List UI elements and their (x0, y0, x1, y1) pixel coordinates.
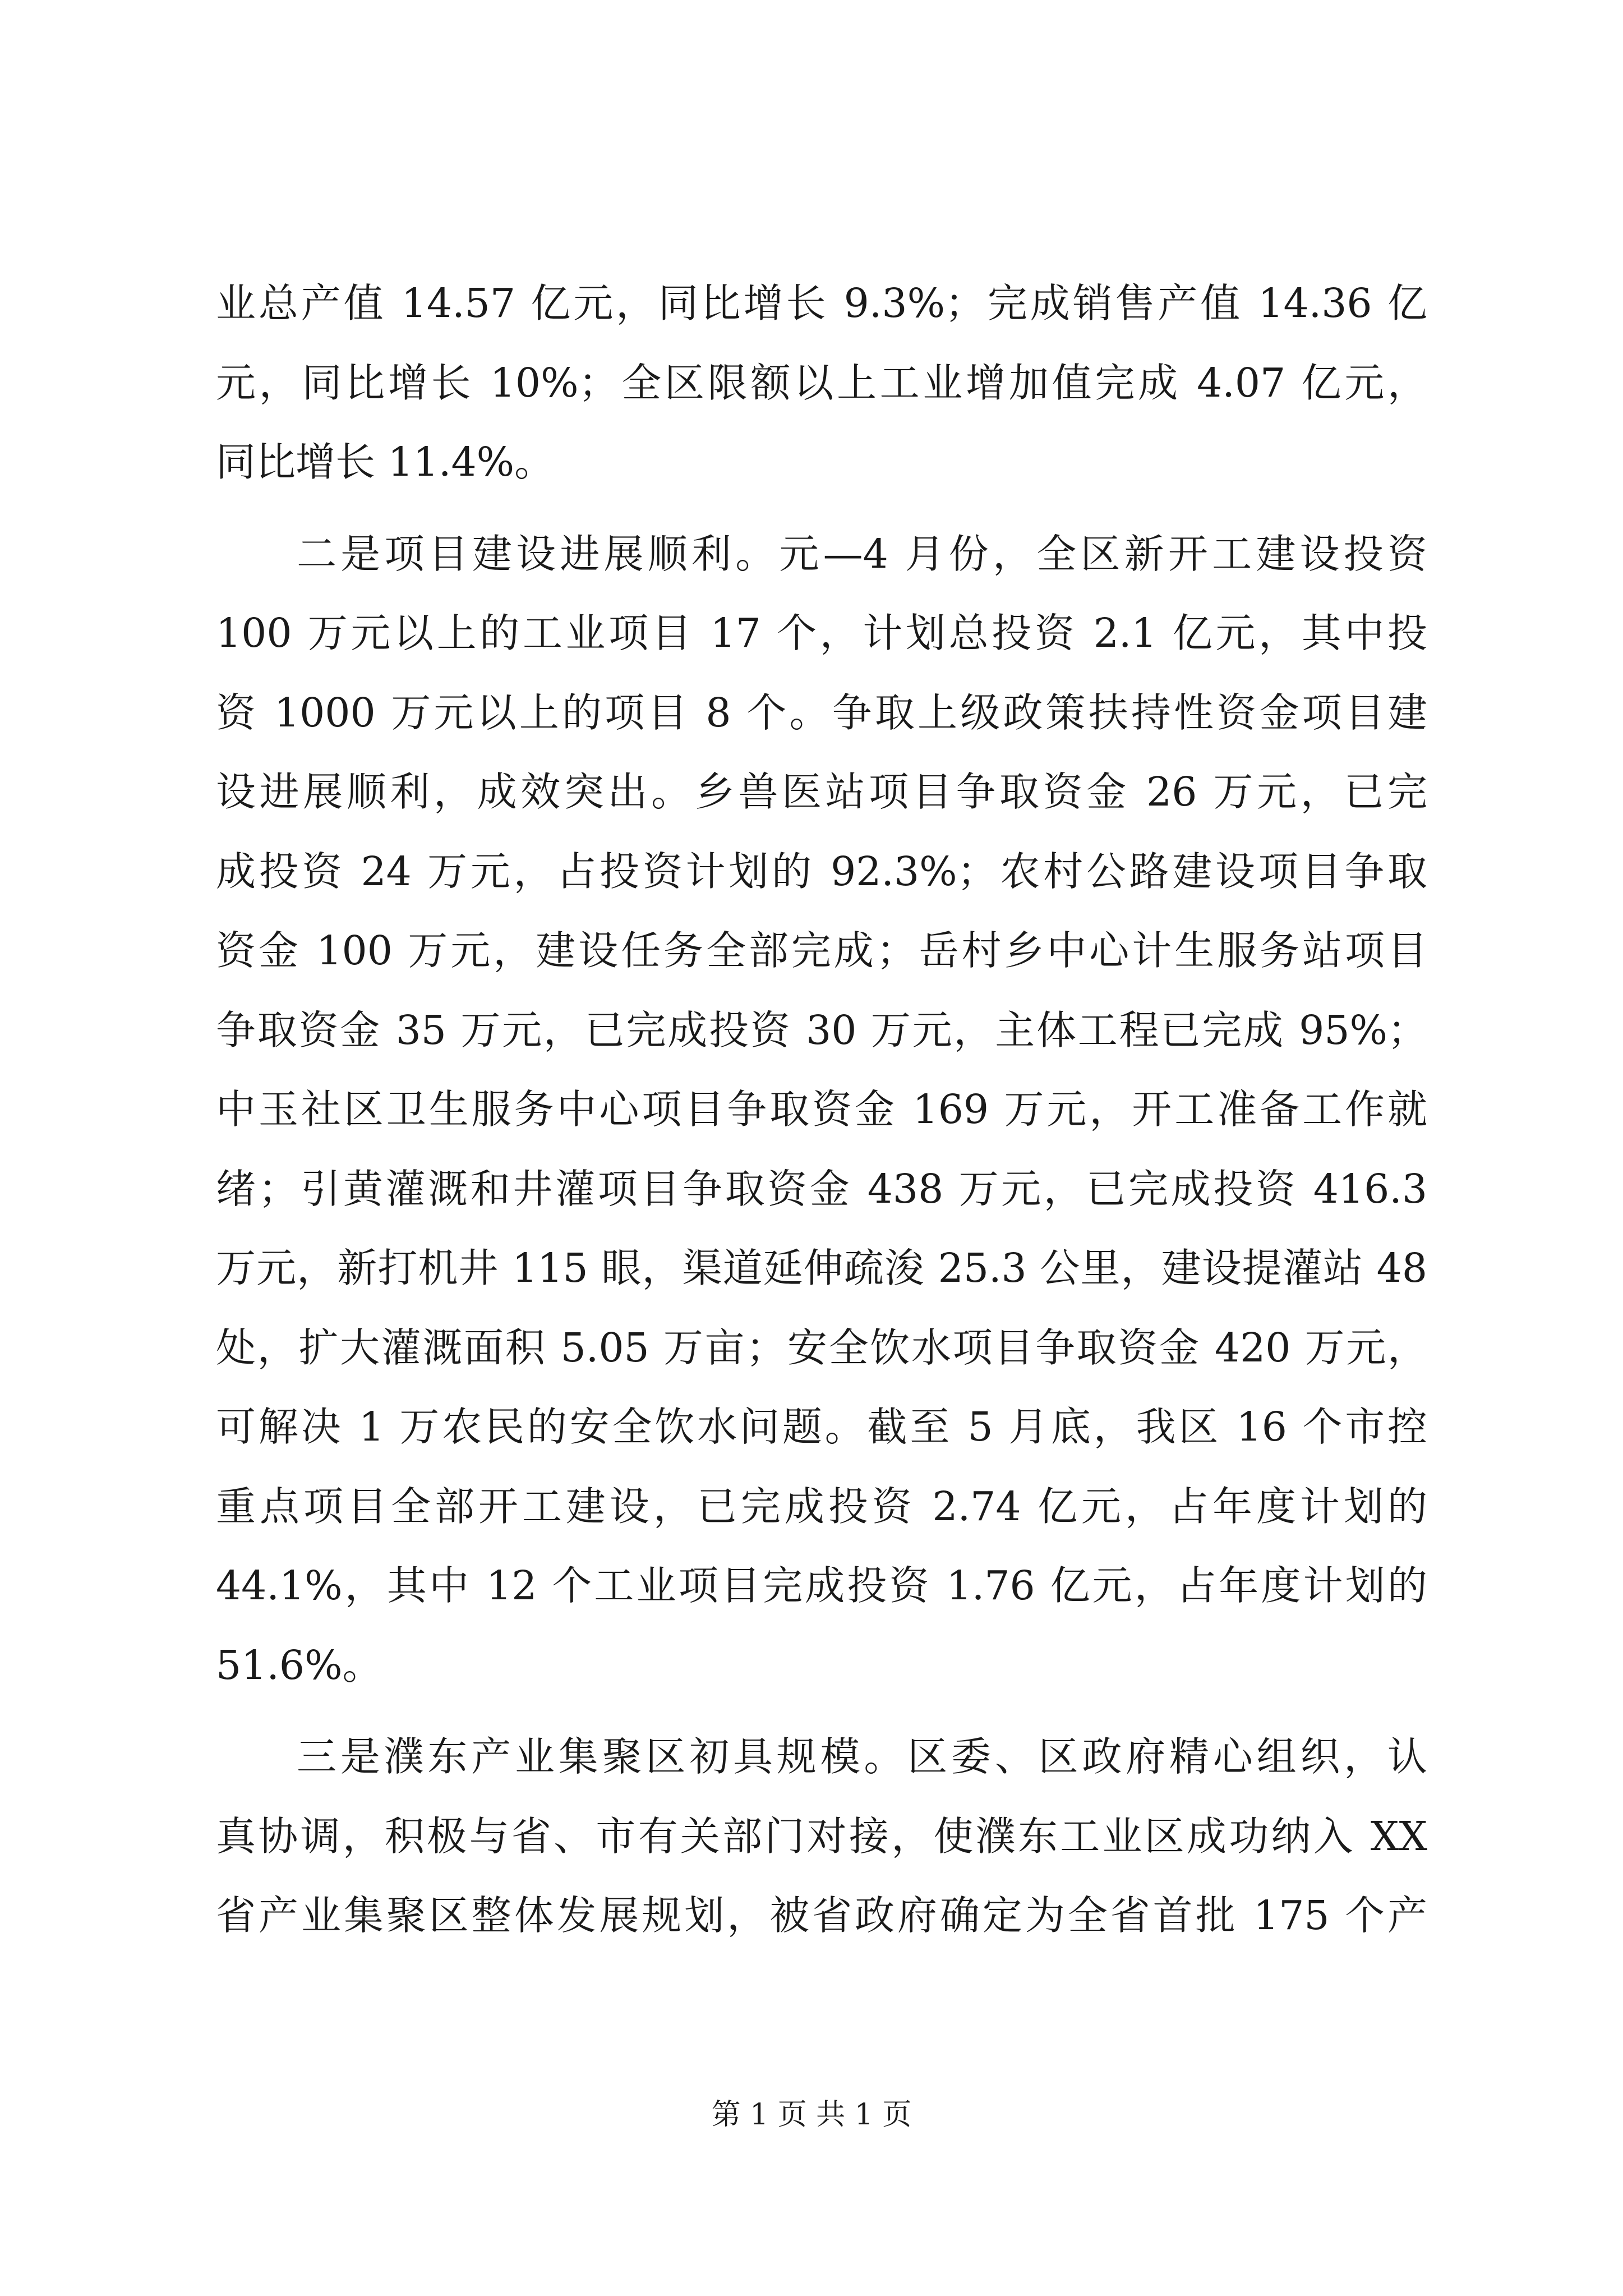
text-line: 绪；引黄灌溉和井灌项目争取资金 438 万元，已完成投资 416.3 (216, 1165, 1427, 1212)
text-line: 资金 100 万元，建设任务全部完成；岳村乡中心计生服务站项目 (216, 927, 1427, 974)
text-line: 44.1%，其中 12 个工业项目完成投资 1.76 亿元，占年度计划的 (216, 1562, 1427, 1609)
text-line: 重点项目全部开工建设，已完成投资 2.74 亿元，占年度计划的 (216, 1483, 1427, 1530)
document-body (216, 264, 1427, 1955)
text-line: 省产业集聚区整体发展规划，被省政府确定为全省首批 175 个产 (216, 1892, 1427, 1939)
text-line: 真协调，积极与省、市有关部门对接，使濮东工业区成功纳入 XX (216, 1812, 1427, 1860)
page-footer: 第 1 页 共 1 页 (711, 2098, 912, 2132)
text-line: 万元，新打机井 115 眼，渠道延伸疏浚 25.3 公里，建设提灌站 48 (216, 1245, 1427, 1291)
text-line: 可解决 1 万农民的安全饮水问题。截至 5 月底，我区 16 个市控 (216, 1404, 1427, 1450)
paragraph-first-line: 二是项目建设进展顺利。元—4 月份，全区新开工建设投资 (297, 530, 1427, 577)
text-line: 元，同比增长 10%；全区限额以上工业增加值完成 4.07 亿元， (216, 359, 1427, 406)
paragraph-first-line: 三是濮东产业集聚区初具规模。区委、区政府精心组织，认 (297, 1733, 1427, 1780)
text-line: 中玉社区卫生服务中心项目争取资金 169 万元，开工准备工作就 (216, 1086, 1427, 1133)
text-line: 资 1000 万元以上的项目 8 个。争取上级政策扶持性资金项目建 (216, 689, 1427, 736)
text-line: 处，扩大灌溉面积 5.05 万亩；安全饮水项目争取资金 420 万元， (216, 1324, 1427, 1371)
text-line: 51.6%。 (216, 1641, 382, 1688)
text-line: 争取资金 35 万元，已完成投资 30 万元，主体工程已完成 95%； (216, 1006, 1427, 1053)
text-line: 成投资 24 万元，占投资计划的 92.3%；农村公路建设项目争取 (216, 848, 1427, 895)
text-line: 同比增长 11.4%。 (216, 439, 555, 485)
text-line: 设进展顺利，成效突出。乡兽医站项目争取资金 26 万元，已完 (216, 769, 1427, 815)
text-line: 100 万元以上的工业项目 17 个，计划总投资 2.1 亿元，其中投 (216, 610, 1427, 656)
text-line: 业总产值 14.57 亿元，同比增长 9.3%；完成销售产值 14.36 亿 (216, 280, 1427, 326)
